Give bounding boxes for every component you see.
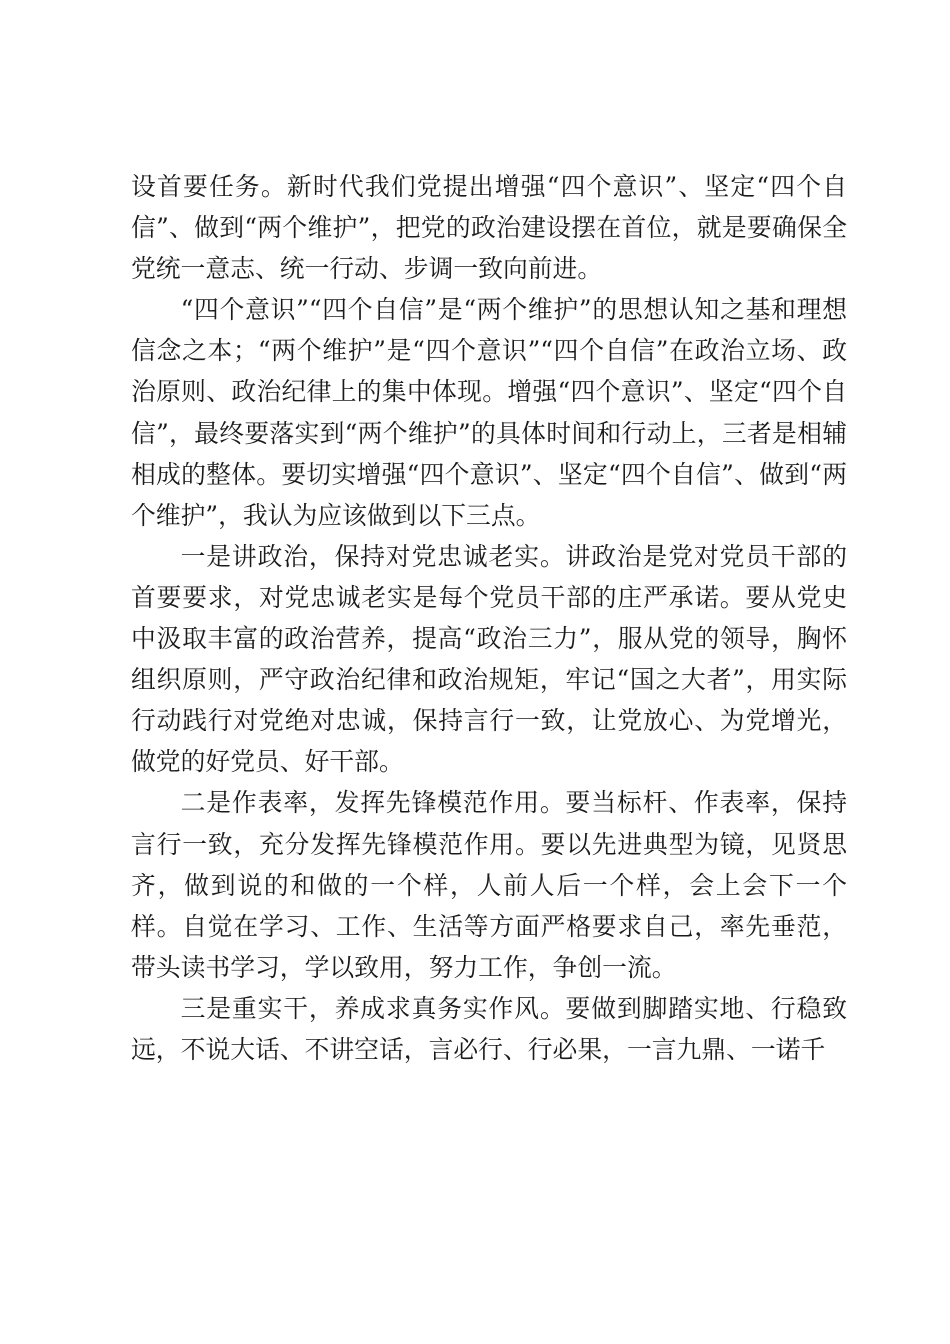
- paragraph-point-three: 三是重实干，养成求真务实作风。要做到脚踏实地、行稳致远，不说大话、不讲空话，言必行、行必果，一言九鼎、一诺千: [131, 993, 847, 1064]
- paragraph-point-one: 一是讲政治，保持对党忠诚老实。讲政治是党对党员干部的首要要求，对党忠诚老实是每个党员干部的庄严承诺。要从党史中汲取丰富的政治营养，提高“政治三力”，服从党的领导，胸怀组织原则，严守政治纪律和政治规矩，牢记“国之大者”，用实际行动践行对党绝对忠诚，保持言行一致，让党放心、为党增光，做党的好党员、好干部。: [131, 541, 847, 777]
- paragraph-continuation: 设首要任务。新时代我们党提出增强“四个意识”、坚定“四个自信”、做到“两个维护”，把党的政治建设摆在首位，就是要确保全党统一意志、统一行动、步调一致向前进。: [131, 172, 847, 284]
- paragraph-four-consciousness: “四个意识”“四个自信”是“两个维护”的思想认知之基和理想信念之本；“两个维护”是“四个意识”“四个自信”在政治立场、政治原则、政治纪律上的集中体现。增强“四个意识”、坚定“四个自信”，最终要落实到“两个维护”的具体时间和行动上，三者是相辅相成的整体。要切实增强“四个意识”、坚定“四个自信”、做到“两个维护”，我认为应该做到以下三点。: [131, 295, 847, 530]
- paragraph-point-two: 二是作表率，发挥先锋模范作用。要当标杆、作表率，保持言行一致，充分发挥先锋模范作用。要以先进典型为镜，见贤思齐，做到说的和做的一个样，人前人后一个样，会上会下一个样。自觉在学习、工作、生活等方面严格要求自己，率先垂范，带头读书学习，学以致用，努力工作，争创一流。: [131, 788, 847, 982]
- document-body: [131, 166, 847, 1070]
